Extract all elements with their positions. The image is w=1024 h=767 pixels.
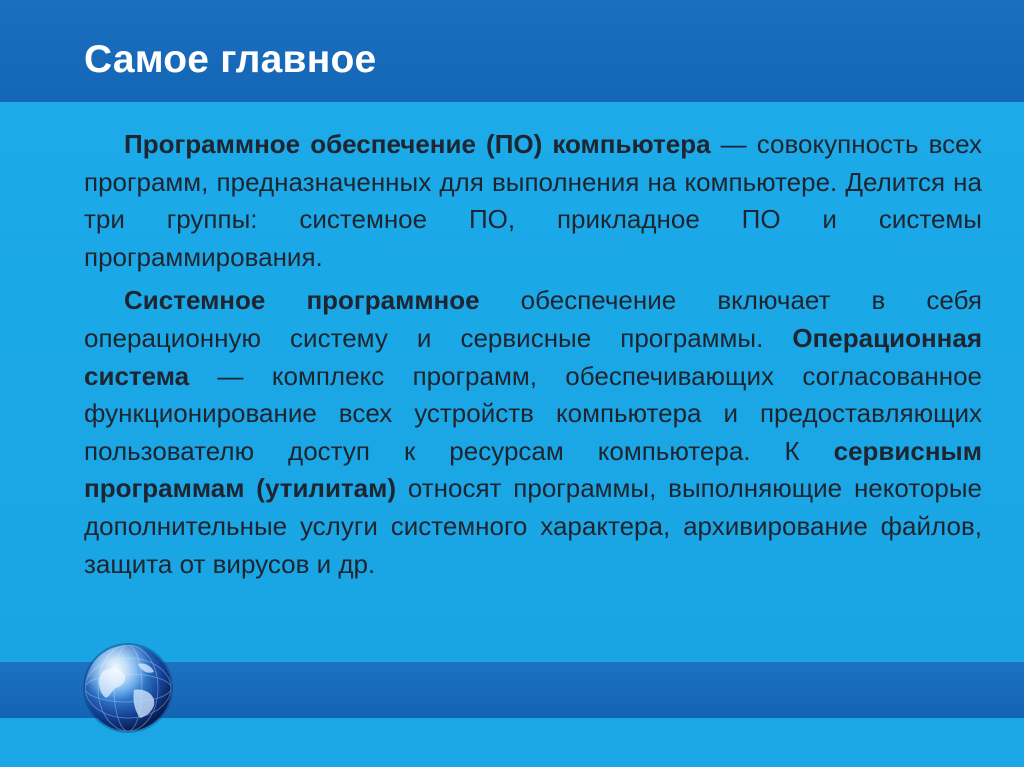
term-utilities: сервисным программам (утилитам) [84,435,982,504]
globe-icon [82,642,174,734]
term-operating-system: Операционная система [84,322,982,391]
slide-body [84,126,982,589]
term-software: Программное обеспечение (ПО) компьютера [124,129,711,159]
paragraph-system-software [84,282,982,583]
paragraph2-text1: обеспечение включает в себя операционную систему и сервисные программы. [84,285,982,353]
slide-title: Самое главное [84,38,377,81]
term-system-software: Системное программное [124,285,480,316]
paragraph2-text3: относят программы, выполняющие некоторые дополнительные услуги системного характера, архивирование файлов, защита от вирусов и др. [84,473,983,579]
paragraph2-text2: — комплекс программ, обеспечивающих согласованное функционирование всех устройств компьютера и предоставляющих пользователю доступ к ресурсам компьютера. К [84,360,982,466]
paragraph-software-definition [84,126,982,276]
paragraph1-text: — совокупность всех программ, предназначенных для выполнения на компьютере. Делится на три группы: системное ПО, прикладное ПО и системы программирования. [84,129,982,272]
